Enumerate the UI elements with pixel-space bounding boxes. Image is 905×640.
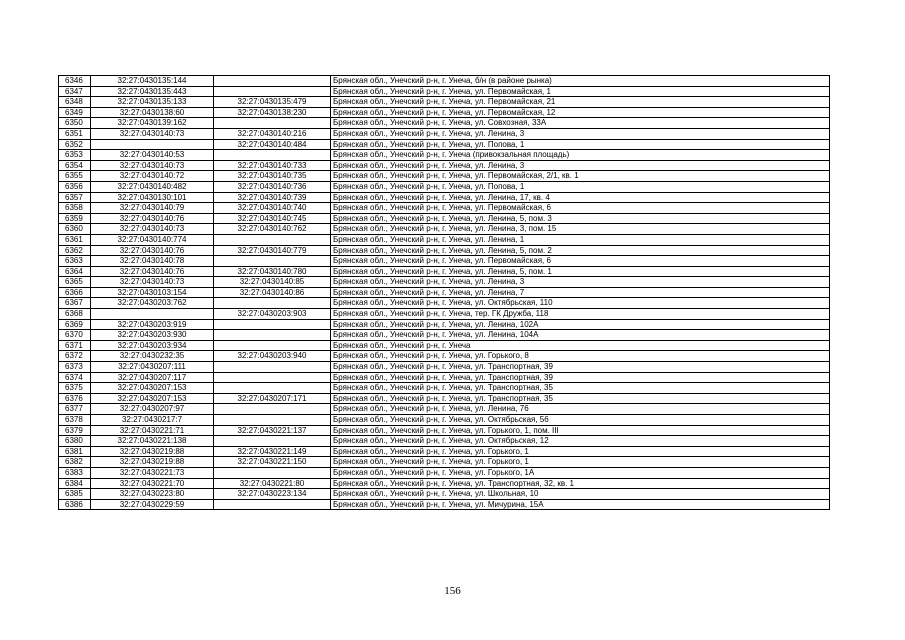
table-row [59,181,830,192]
row-number: 6378 [59,415,91,426]
land-cadastral-number: 32:27:0430221:70 [91,478,214,489]
row-number: 6351 [59,128,91,139]
building-cadastral-number [214,340,331,351]
address: Брянская обл., Унечский р-н, г. Унеча, ул. Ленина, 5, пом. 2 [331,245,830,256]
row-number: 6385 [59,489,91,500]
table-row [59,467,830,478]
row-number: 6363 [59,256,91,267]
building-cadastral-number [214,499,331,510]
building-cadastral-number: 32:27:0430140:780 [214,266,331,277]
row-number: 6360 [59,224,91,235]
land-cadastral-number: 32:27:0430140:73 [91,160,214,171]
table-row [59,330,830,341]
land-cadastral-number: 32:27:0430221:73 [91,467,214,478]
table-row [59,234,830,245]
property-registry-table [58,75,830,510]
land-cadastral-number: 32:27:0430140:76 [91,245,214,256]
building-cadastral-number: 32:27:0430140:745 [214,213,331,224]
row-number: 6353 [59,150,91,161]
land-cadastral-number: 32:27:0430221:71 [91,425,214,436]
table-row [59,118,830,129]
row-number: 6375 [59,383,91,394]
row-number: 6377 [59,404,91,415]
building-cadastral-number: 32:27:0430203:903 [214,309,331,320]
table-row [59,340,830,351]
address: Брянская обл., Унечский р-н, г. Унеча, ул. Первомайская, 1 [331,86,830,97]
land-cadastral-number: 32:27:0430135:144 [91,76,214,87]
row-number: 6368 [59,309,91,320]
table-row [59,499,830,510]
address: Брянская обл., Унечский р-н, г. Унеча, ул. Октябрьская, 12 [331,436,830,447]
address: Брянская обл., Унечский р-н, г. Унеча, ул. Первомайская, 12 [331,107,830,118]
row-number: 6346 [59,76,91,87]
table-row [59,478,830,489]
address: Брянская обл., Унечский р-н, г. Унеча, ул. Транспортная, 39 [331,362,830,373]
row-number: 6372 [59,351,91,362]
building-cadastral-number: 32:27:0430207:171 [214,393,331,404]
land-cadastral-number: 32:27:0430207:153 [91,393,214,404]
row-number: 6355 [59,171,91,182]
building-cadastral-number: 32:27:0430221:149 [214,446,331,457]
address: Брянская обл., Унечский р-н, г. Унеча, ул. Ленина, 5, пом. 1 [331,266,830,277]
row-number: 6367 [59,298,91,309]
table-row [59,86,830,97]
row-number: 6379 [59,425,91,436]
land-cadastral-number: 32:27:0430207:97 [91,404,214,415]
address: Брянская обл., Унечский р-н, г. Унеча, б/н (в районе рынка) [331,76,830,87]
row-number: 6357 [59,192,91,203]
address: Брянская обл., Унечский р-н, г. Унеча, ул. Октябрьская, 110 [331,298,830,309]
row-number: 6376 [59,393,91,404]
table-row [59,107,830,118]
building-cadastral-number [214,256,331,267]
table-row [59,457,830,468]
row-number: 6359 [59,213,91,224]
land-cadastral-number: 32:27:0430203:934 [91,340,214,351]
row-number: 6366 [59,287,91,298]
table-row [59,277,830,288]
row-number: 6348 [59,97,91,108]
land-cadastral-number: 32:27:0430139:162 [91,118,214,129]
building-cadastral-number [214,86,331,97]
land-cadastral-number: 32:27:0430207:111 [91,362,214,373]
row-number: 6381 [59,446,91,457]
row-number: 6362 [59,245,91,256]
building-cadastral-number: 32:27:0430221:150 [214,457,331,468]
address: Брянская обл., Унечский р-н, г. Унеча, ул. Ленина, 3 [331,160,830,171]
land-cadastral-number: 32:27:0430140:78 [91,256,214,267]
table-row [59,245,830,256]
building-cadastral-number: 32:27:0430140:779 [214,245,331,256]
row-number: 6356 [59,181,91,192]
address: Брянская обл., Унечский р-н, г. Унеча, ул. Попова, 1 [331,181,830,192]
address: Брянская обл., Унечский р-н, г. Унеча, ул. Ленина, 17, кв. 4 [331,192,830,203]
row-number: 6364 [59,266,91,277]
building-cadastral-number [214,76,331,87]
table-row [59,256,830,267]
address: Брянская обл., Унечский р-н, г. Унеча, ул. Ленина, 3 [331,277,830,288]
building-cadastral-number: 32:27:0430140:216 [214,128,331,139]
land-cadastral-number: 32:27:0430221:138 [91,436,214,447]
row-number: 6380 [59,436,91,447]
table-row [59,213,830,224]
table-row [59,150,830,161]
row-number: 6383 [59,467,91,478]
building-cadastral-number [214,404,331,415]
row-number: 6365 [59,277,91,288]
row-number: 6373 [59,362,91,373]
building-cadastral-number: 32:27:0430221:137 [214,425,331,436]
land-cadastral-number: 32:27:0430140:73 [91,128,214,139]
address: Брянская обл., Унечский р-н, г. Унеча, ул. Горького, 8 [331,351,830,362]
land-cadastral-number: 32:27:0430217:7 [91,415,214,426]
land-cadastral-number: 32:27:0430130:101 [91,192,214,203]
building-cadastral-number [214,118,331,129]
address: Брянская обл., Унечский р-н, г. Унеча, ул. Октябрьская, 56 [331,415,830,426]
address: Брянская обл., Унечский р-н, г. Унеча, ул. Совхозная, 33А [331,118,830,129]
land-cadastral-number: 32:27:0430140:73 [91,224,214,235]
land-cadastral-number: 32:27:0430203:930 [91,330,214,341]
row-number: 6384 [59,478,91,489]
building-cadastral-number: 32:27:0430140:736 [214,181,331,192]
address: Брянская обл., Унечский р-н, г. Унеча, ул. Горького, 1 [331,457,830,468]
land-cadastral-number: 32:27:0430140:76 [91,266,214,277]
table-row [59,76,830,87]
building-cadastral-number [214,234,331,245]
address: Брянская обл., Унечский р-н, г. Унеча (привокзальная площадь) [331,150,830,161]
table-row [59,224,830,235]
building-cadastral-number [214,330,331,341]
land-cadastral-number: 32:27:0430207:153 [91,383,214,394]
table-row [59,171,830,182]
address: Брянская обл., Унечский р-н, г. Унеча, ул. Ленина, 76 [331,404,830,415]
land-cadastral-number: 32:27:0430103:154 [91,287,214,298]
table-row [59,446,830,457]
building-cadastral-number [214,436,331,447]
land-cadastral-number: 32:27:0430140:482 [91,181,214,192]
building-cadastral-number [214,298,331,309]
table-row [59,203,830,214]
land-cadastral-number: 32:27:0430203:762 [91,298,214,309]
address: Брянская обл., Унечский р-н, г. Унеча, ул. Транспортная, 35 [331,383,830,394]
building-cadastral-number [214,150,331,161]
building-cadastral-number: 32:27:0430140:762 [214,224,331,235]
table-row [59,192,830,203]
building-cadastral-number: 32:27:0430140:733 [214,160,331,171]
table-row [59,266,830,277]
address: Брянская обл., Унечский р-н, г. Унеча, ул. Транспортная, 39 [331,372,830,383]
address: Брянская обл., Унечский р-н, г. Унеча, ул. Мичурина, 15А [331,499,830,510]
building-cadastral-number: 32:27:0430140:85 [214,277,331,288]
row-number: 6371 [59,340,91,351]
table-row [59,351,830,362]
address: Брянская обл., Унечский р-н, г. Унеча, ул. Попова, 1 [331,139,830,150]
building-cadastral-number [214,467,331,478]
row-number: 6370 [59,330,91,341]
building-cadastral-number: 32:27:0430135:479 [214,97,331,108]
table-row [59,309,830,320]
address: Брянская обл., Унечский р-н, г. Унеча, ул. Первомайская, 6 [331,203,830,214]
registry-sheet [58,75,830,510]
table-row [59,298,830,309]
land-cadastral-number [91,139,214,150]
land-cadastral-number: 32:27:0430219:88 [91,457,214,468]
row-number: 6382 [59,457,91,468]
table-row [59,160,830,171]
row-number: 6347 [59,86,91,97]
land-cadastral-number: 32:27:0430232:35 [91,351,214,362]
row-number: 6361 [59,234,91,245]
table-row [59,97,830,108]
land-cadastral-number: 32:27:0430140:76 [91,213,214,224]
page-number: 156 [444,585,461,597]
land-cadastral-number: 32:27:0430140:53 [91,150,214,161]
building-cadastral-number: 32:27:0430140:484 [214,139,331,150]
row-number: 6358 [59,203,91,214]
land-cadastral-number: 32:27:0430138:60 [91,107,214,118]
land-cadastral-number: 32:27:0430135:443 [91,86,214,97]
table-row [59,128,830,139]
building-cadastral-number [214,362,331,373]
table-row [59,425,830,436]
address: Брянская обл., Унечский р-н, г. Унеча, ул. Ленина, 104А [331,330,830,341]
land-cadastral-number: 32:27:0430135:133 [91,97,214,108]
address: Брянская обл., Унечский р-н, г. Унеча, ул. Транспортная, 35 [331,393,830,404]
address: Брянская обл., Унечский р-н, г. Унеча [331,340,830,351]
building-cadastral-number: 32:27:0430140:739 [214,192,331,203]
building-cadastral-number: 32:27:0430138:230 [214,107,331,118]
table-row [59,383,830,394]
building-cadastral-number [214,319,331,330]
table-row [59,415,830,426]
row-number: 6349 [59,107,91,118]
row-number: 6352 [59,139,91,150]
row-number: 6369 [59,319,91,330]
address: Брянская обл., Унечский р-н, г. Унеча, ул. Ленина, 5, пом. 3 [331,213,830,224]
building-cadastral-number [214,383,331,394]
table-row [59,319,830,330]
address: Брянская обл., Унечский р-н, г. Унеча, ул. Ленина, 1 [331,234,830,245]
land-cadastral-number: 32:27:0430229:59 [91,499,214,510]
address: Брянская обл., Унечский р-н, г. Унеча, ул. Школьная, 10 [331,489,830,500]
land-cadastral-number: 32:27:0430203:919 [91,319,214,330]
table-row [59,139,830,150]
address: Брянская обл., Унечский р-н, г. Унеча, ул. Транспортная, 32, кв. 1 [331,478,830,489]
address: Брянская обл., Унечский р-н, г. Унеча, тер. ГК Дружба, 118 [331,309,830,320]
land-cadastral-number: 32:27:0430219:88 [91,446,214,457]
building-cadastral-number [214,415,331,426]
address: Брянская обл., Унечский р-н, г. Унеча, ул. Первомайская, 21 [331,97,830,108]
address: Брянская обл., Унечский р-н, г. Унеча, ул. Ленина, 3 [331,128,830,139]
building-cadastral-number: 32:27:0430140:735 [214,171,331,182]
address: Брянская обл., Унечский р-н, г. Унеча, ул. Горького, 1, пом. III [331,425,830,436]
building-cadastral-number: 32:27:0430203:940 [214,351,331,362]
building-cadastral-number: 32:27:0430221:80 [214,478,331,489]
registry-rows [59,76,830,510]
land-cadastral-number: 32:27:0430140:774 [91,234,214,245]
table-row [59,287,830,298]
building-cadastral-number: 32:27:0430140:86 [214,287,331,298]
address: Брянская обл., Унечский р-н, г. Унеча, ул. Первомайская, 2/1, кв. 1 [331,171,830,182]
address: Брянская обл., Унечский р-н, г. Унеча, ул. Ленина, 3, пом. 15 [331,224,830,235]
land-cadastral-number: 32:27:0430207:117 [91,372,214,383]
table-row [59,393,830,404]
row-number: 6374 [59,372,91,383]
row-number: 6386 [59,499,91,510]
table-row [59,362,830,373]
table-row [59,489,830,500]
table-row [59,404,830,415]
address: Брянская обл., Унечский р-н, г. Унеча, ул. Горького, 1А [331,467,830,478]
building-cadastral-number [214,372,331,383]
address: Брянская обл., Унечский р-н, г. Унеча, ул. Первомайская, 6 [331,256,830,267]
building-cadastral-number: 32:27:0430140:740 [214,203,331,214]
address: Брянская обл., Унечский р-н, г. Унеча, ул. Горького, 1 [331,446,830,457]
land-cadastral-number: 32:27:0430140:72 [91,171,214,182]
address: Брянская обл., Унечский р-н, г. Унеча, ул. Ленина, 102А [331,319,830,330]
land-cadastral-number: 32:27:0430140:73 [91,277,214,288]
address: Брянская обл., Унечский р-н, г. Унеча, ул. Ленина, 7 [331,287,830,298]
table-row [59,436,830,447]
land-cadastral-number [91,309,214,320]
land-cadastral-number: 32:27:0430140:79 [91,203,214,214]
row-number: 6354 [59,160,91,171]
row-number: 6350 [59,118,91,129]
land-cadastral-number: 32:27:0430223:80 [91,489,214,500]
building-cadastral-number: 32:27:0430223:134 [214,489,331,500]
table-row [59,372,830,383]
